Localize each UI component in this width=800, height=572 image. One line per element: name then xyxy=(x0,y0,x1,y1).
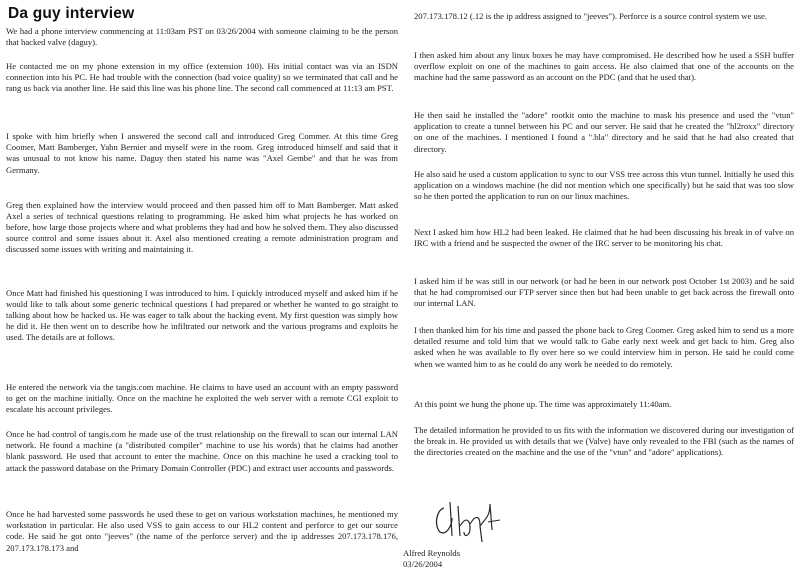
paragraph: He contacted me on my phone extension in my office (extension 100). His initial contact was via an ISDN connection into his PC. He had trouble with the connection (bad voice quality) so we terminated that call and he rang us back via another line. He said this line was his phone line. The second call commenced at 11:13 am PST. xyxy=(6,61,398,94)
paragraph: I spoke with him briefly when I answered the second call and introduced Greg Commer. At this time Greg Coomer, Matt Bamberger, Yahn Bernier and myself were in the room. Greg introduced himself and said that it was unusual to not know his name. Daguy then stated his name was "Axel Gembe" and that he was from Germany. xyxy=(6,131,398,175)
paragraph: Once Matt had finished his questioning I was introduced to him. I quickly introduced myself and asked him if he would like to talk about some generic technical questions I had prepared or whether he wanted to go straight to talking about how he hacked us. He was eager to talk about the hacking event. My first question was simply how he did it. He then went on to describe how he infiltrated our network and the various programs and exploits he used. The details are at follows. xyxy=(6,288,398,342)
paragraph: I then asked him about any linux boxes he may have compromised. He described how he used a SSH buffer overflow exploit on one of the machines to gain access. He also claimed that one of the accounts on the machine had the same password as an account on the PDC (and that he used that). xyxy=(414,50,794,83)
paragraph: He then said he installed the "adore" rootkit onto the machine to mask his presence and used the "vtun" application to create a tunnel between his PC and our server. He said that he created the "hl2roxx" directory on one of the machines. I mentioned I found a ".bla" directory and he said that he had also created that directory. xyxy=(414,110,794,154)
paragraph: I asked him if he was still in our network (or had he been in our network post October 1st 2003) and he said that he had compromised our FTP server since then but had been unable to get back across the firewall onto our internal LAN. xyxy=(414,276,794,309)
handwritten-signature xyxy=(430,496,510,546)
paragraph: Next I asked him how HL2 had been leaked. He claimed that he had been discussing his break in of valve on IRC with a friend and he suspected the owner of the IRC server to be monitoring his chat. xyxy=(414,227,794,249)
paragraph: Greg then explained how the interview would proceed and then passed him off to Matt Bamberger. Matt asked Axel a series of technical questions relating to programming. He asked him what projects he has worked on before, how large those projects where and what problems they had and how he solved them. They also discussed source control and some issues about it. Axel also mentioned creating a remote administration program and discussed some issues with writing and maintaining it. xyxy=(6,200,398,254)
paragraph: Once he had harvested some passwords he used these to get on various workstation machines, he mentioned my workstation in particular. He also used VSS to gain access to our HL2 content and perforce to get our source code. He said he got onto "jeeves" (the name of the perforce server) and the ip addresses 207.173.178.176, 207.173.178.173 and xyxy=(6,509,398,553)
paragraph: Once he had control of tangis.com he made use of the trust relationship on the firewall to scan our internal LAN network. He found a machine (a "distributed compiler" machine to use his words) that he claims had another blank password. He used that account to enter the machine. Once on this machine he used a cracking tool to attack the password database on the Primary Domain Controller (PDC) and extract user accounts and passwords. xyxy=(6,429,398,473)
paragraph: I then thanked him for his time and passed the phone back to Greg Coomer. Greg asked him to send us a more detailed resume and told him that we would talk to Gabe early next week and get back to him. Greg also asked when he was available to fly over here so we could interview him in person. He said he could come when we wanted him to as he could do any work he needed to do remotely. xyxy=(414,325,794,369)
paragraph: We had a phone interview commencing at 11:03am PST on 03/26/2004 with someone claiming to be the person that hacked valve (daguy). xyxy=(6,26,398,48)
paragraph: He entered the network via the tangis.com machine. He claims to have used an account with an empty password to get on the machine initially. Once on the machine he exploited the web server with a remote CGI exploit to escalate his account privileges. xyxy=(6,382,398,415)
paragraph: At this point we hung the phone up. The time was approximately 11:40am. xyxy=(414,399,672,409)
paragraph: He also said he used a custom application to sync to our VSS tree across this vtun tunnel. Initially he used this application on a windows machine (he did not mention which one specifically) but he said that was too slow so he then ported the application to run on our linux machines. xyxy=(414,169,794,202)
paragraph: The detailed information he provided to us fits with the information we discovered during our investigation of the break in. He provided us with details that we (Valve) have only revealed to the FBI (such as the names of the directories created on the machine and the use of the "vtun" and "adore" applications). xyxy=(414,425,794,458)
signer-date: 03/26/2004 xyxy=(403,559,443,569)
paragraph: 207.173.178.12 (.12 is the ip address assigned to "jeeves"). Perforce is a source control system we use. xyxy=(414,11,768,21)
document-title: Da guy interview xyxy=(8,5,135,22)
signer-name: Alfred Reynolds xyxy=(403,548,461,558)
